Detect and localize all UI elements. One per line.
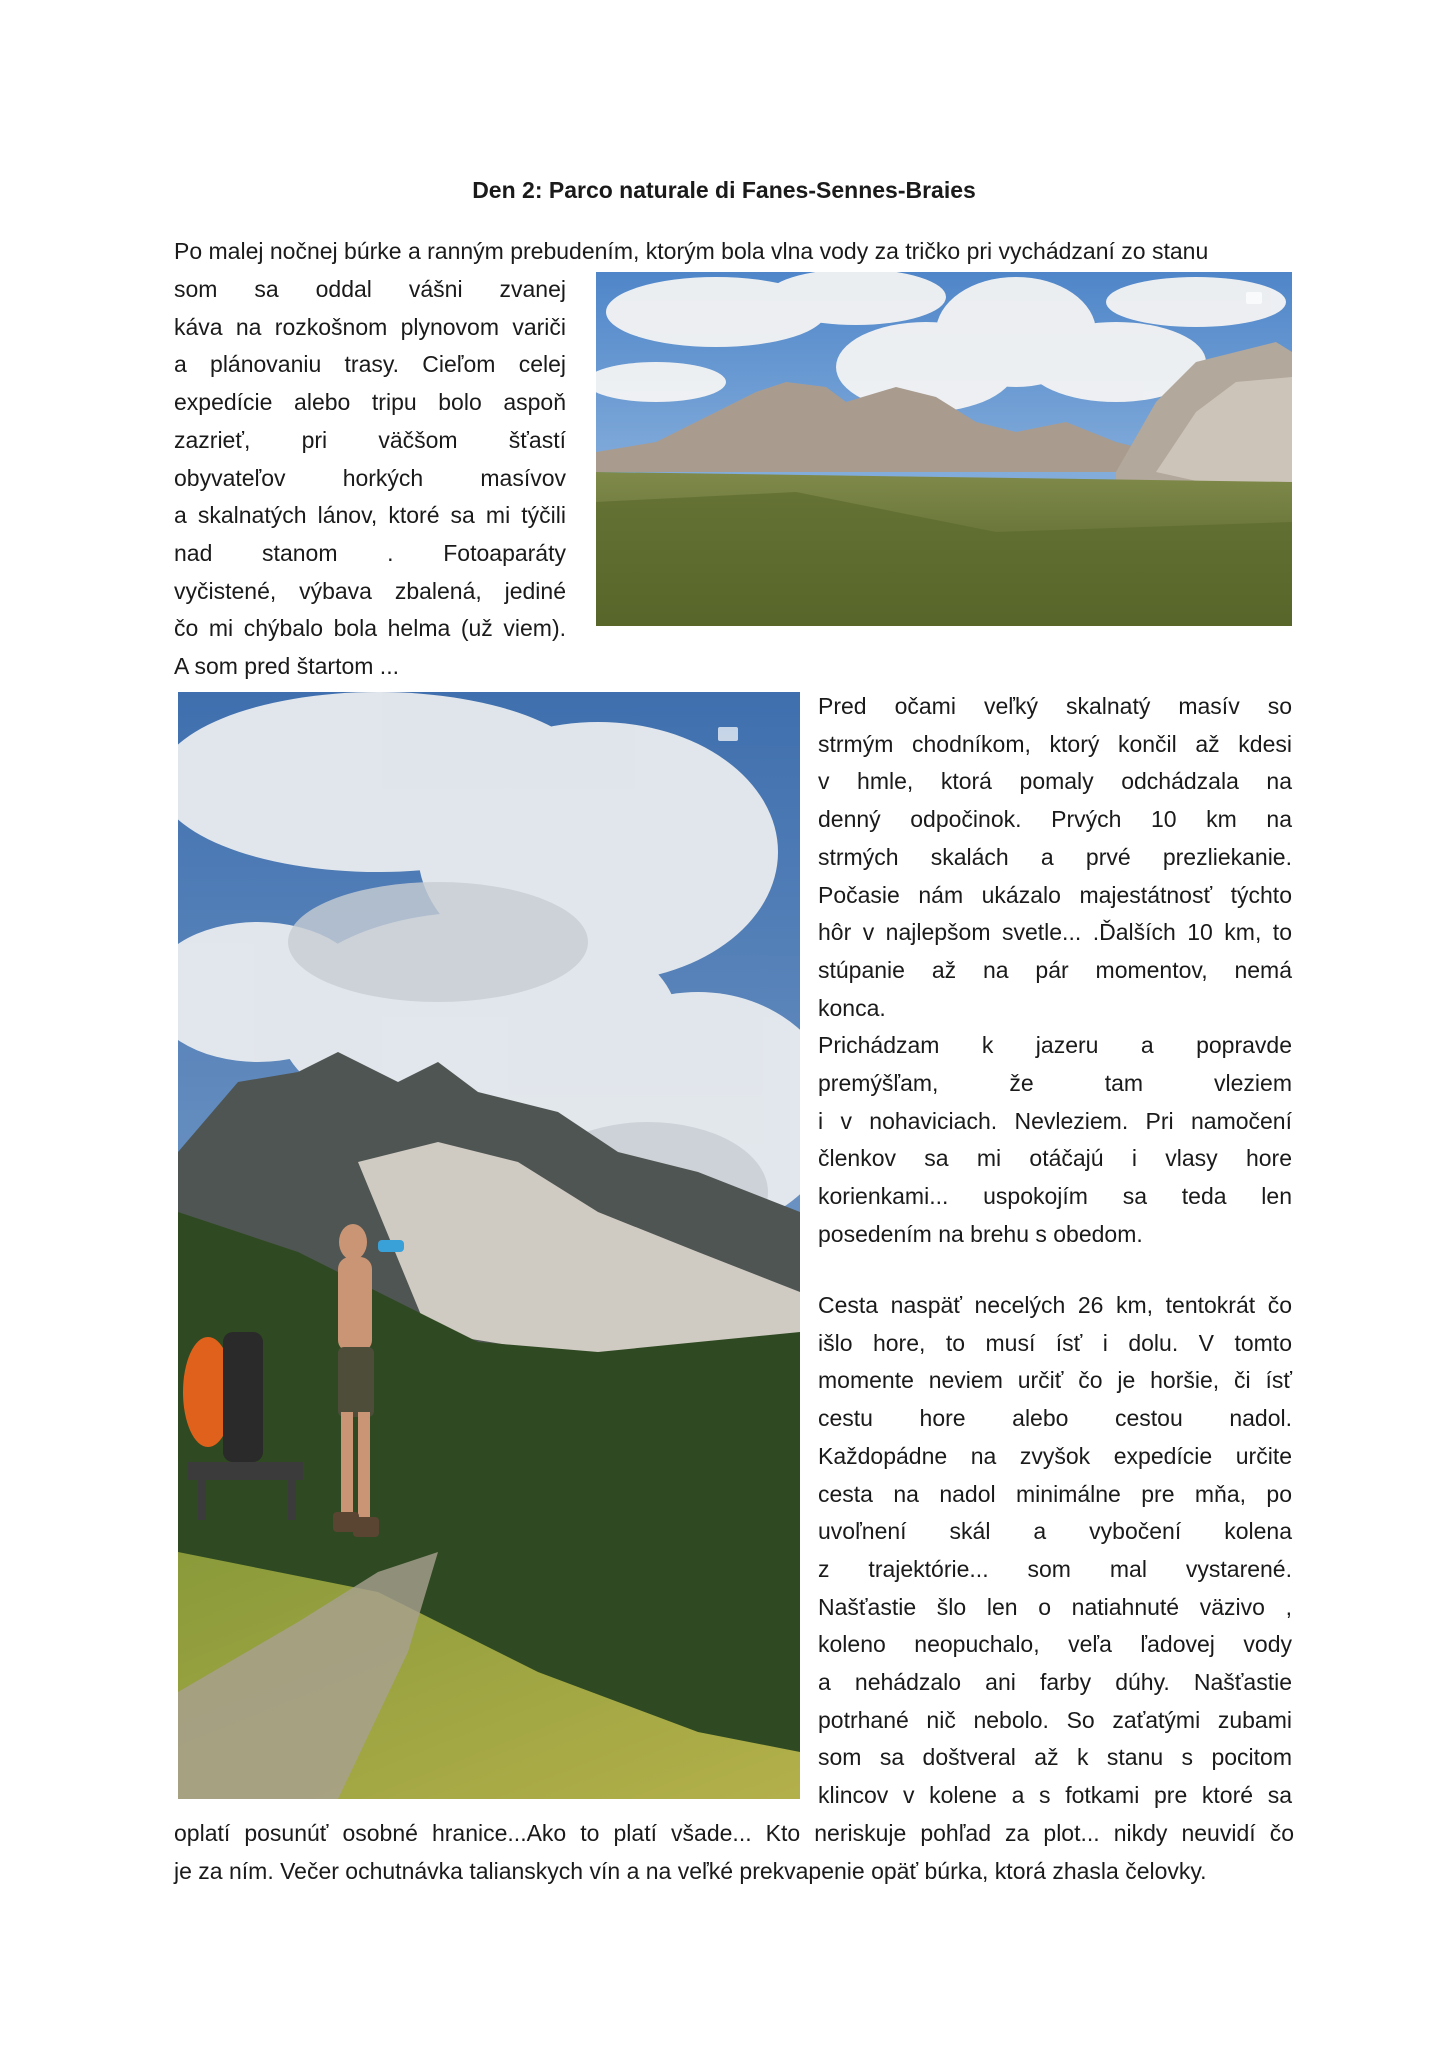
text-line: expedície alebo tripu bolo aspoň <box>174 389 566 416</box>
text-line: je za ním. Večer ochutnávka talianskych vín a na veľké prekvapenie opäť búrka, ktorá zhasla čelovky. <box>174 1857 1207 1884</box>
text-line: a skalnatých lánov, ktoré sa mi týčili <box>174 502 566 529</box>
text-line: konca. <box>818 994 886 1021</box>
paragraph-1 <box>174 271 566 686</box>
text-line: stúpanie až na pár momentov, nemá <box>818 956 1292 983</box>
text-line: a plánovaniu trasy. Cieľom celej <box>174 351 566 378</box>
text-line: som sa oddal vášni zvanej <box>174 276 566 302</box>
paragraph-2 <box>818 688 1292 1254</box>
text-line: zazrieť, pri väčšom šťastí <box>174 426 566 453</box>
landscape-photo-svg <box>596 272 1292 626</box>
text-line: strmým chodníkom, ktorý končil až kdesi <box>818 730 1292 757</box>
text-line: posedením na brehu s obedom. <box>818 1220 1143 1247</box>
text-line: premýšľam, že tam vleziem <box>818 1070 1292 1097</box>
text-line: i v nohaviciach. Nevleziem. Pri namočení <box>818 1107 1292 1134</box>
text-line: som sa doštveral až k stanu s pocitom <box>818 1744 1292 1771</box>
text-line: cesta na nadol minimálne pre mňa, po <box>818 1480 1292 1507</box>
text-line: nad stanom . Fotoaparáty <box>174 539 566 566</box>
hiker-photo-svg <box>178 692 800 1799</box>
text-line: klincov v kolene a s fotkami pre ktoré sa <box>818 1782 1292 1809</box>
text-line: Každopádne na zvyšok expedície určite <box>818 1442 1292 1469</box>
text-line: Cesta naspäť necelých 26 km, tentokrát čo <box>818 1292 1292 1318</box>
text-line: Pred očami veľký skalnatý masív so <box>818 693 1292 719</box>
text-line: čo mi chýbalo bola helma (už viem). <box>174 615 566 642</box>
text-line: Počasie nám ukázalo majestátnosť týchto <box>818 881 1292 908</box>
text-line: hôr v najlepšom svetle... .Ďalších 10 km, to <box>818 919 1292 946</box>
text-line: Prichádzam k jazeru a popravde <box>818 1032 1292 1059</box>
text-line: obyvateľov horkých masívov <box>174 464 566 491</box>
text-line: cestu hore alebo cestou nadol. <box>818 1405 1292 1432</box>
text-line: a nehádzalo ani farby dúhy. Našťastie <box>818 1669 1292 1696</box>
text-line: káva na rozkošnom plynovom variči <box>174 313 566 340</box>
text-line: potrhané nič nebolo. So zaťatými zubami <box>818 1706 1292 1733</box>
mountain-landscape-photo <box>596 272 1292 626</box>
text-line: členkov sa mi otáčajú i vlasy hore <box>818 1145 1292 1172</box>
text-line: koleno neopuchalo, veľa ľadovej vody <box>818 1631 1292 1658</box>
text-line: momente neviem určiť čo je horšie, či ísť <box>818 1367 1292 1394</box>
hiker-drinking-photo <box>178 692 800 1799</box>
text-line: Našťastie šlo len o natiahnuté väzivo , <box>818 1593 1292 1620</box>
text-line: strmých skalách a prvé prezliekanie. <box>818 843 1292 870</box>
text-line: A som pred štartom ... <box>174 653 399 680</box>
text-line: korienkami... uspokojím sa teda len <box>818 1183 1292 1210</box>
text-line: vyčistené, výbava zbalená, jediné <box>174 577 566 604</box>
paragraph-3 <box>818 1287 1292 1815</box>
closing-paragraph <box>174 1815 1294 1890</box>
text-line: v hmle, ktorá pomaly odchádzala na <box>818 768 1292 795</box>
text-line: denný odpočinok. Prvých 10 km na <box>818 806 1292 833</box>
text-line: išlo hore, to musí ísť i dolu. V tomto <box>818 1329 1292 1356</box>
text-line: oplatí posunúť osobné hranice...Ako to platí všade... Kto neriskuje pohľad za plot... nikdy neuvidí čo <box>174 1820 1294 1846</box>
page-title: Den 2: Parco naturale di Fanes-Sennes-Braies <box>472 177 976 203</box>
intro-line: Po malej nočnej búrke a ranným prebudením, ktorým bola vlna vody za tričko pri vychádzaní zo stanu <box>174 238 1209 264</box>
text-line: z trajektórie... som mal vystarené. <box>818 1555 1292 1582</box>
text-line: uvoľnení skál a vybočení kolena <box>818 1518 1292 1545</box>
